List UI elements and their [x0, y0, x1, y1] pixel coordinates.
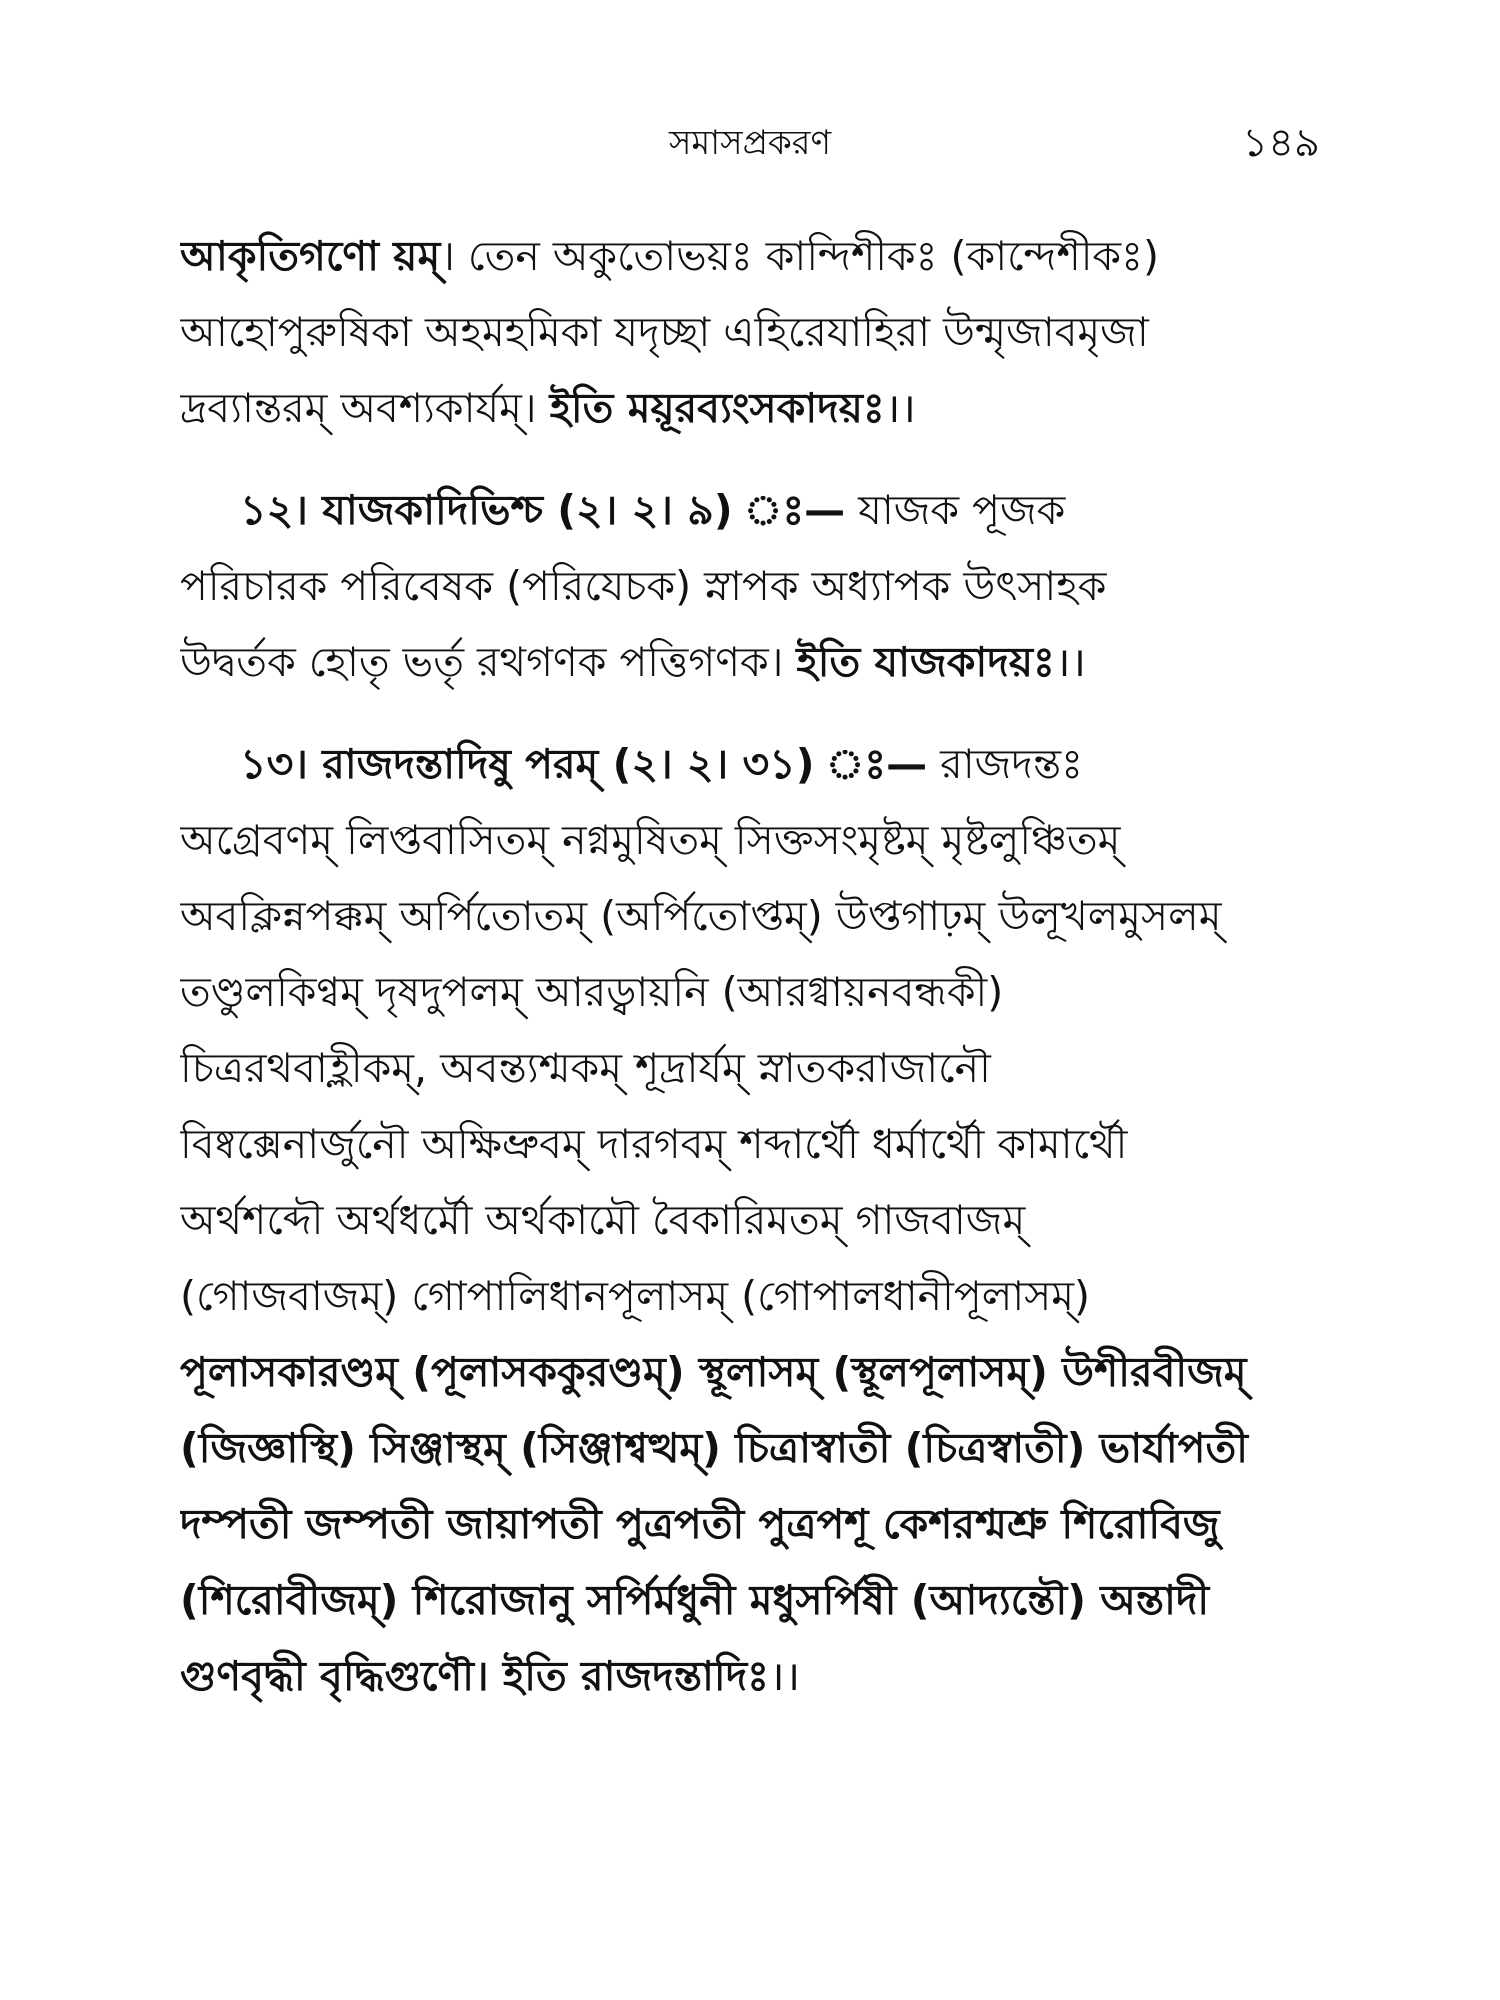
bold-phrase: গুণবৃদ্ধী বৃদ্ধিগুণৌ। [180, 1652, 489, 1700]
text-line: অগ্রেবণম্ লিপ্তবাসিতম্ নগ্নমুষিতম্ সিক্তসংমৃষ্টম্ মৃষ্টলুঞ্চিতম্ [180, 816, 1121, 864]
text-line: (শিরোবীজম্) শিরোজানু সর্পির্মধুনী মধুসর্পিষী (আদ্যন্তৌ) অন্তাদী [180, 1576, 1210, 1624]
text-line: অর্থশব্দৌ অর্থধর্মৌ অর্থকামৌ বৈকারিমতম্ গাজবাজম্ [180, 1196, 1026, 1244]
bold-phrase: আকৃতিগণো য়ম্ [180, 232, 441, 280]
line-text: । তেন অকুতোভয়ঃ কান্দিশীকঃ (কান্দেশীকঃ) [440, 232, 1159, 280]
page-body [180, 218, 1320, 1714]
text-line [180, 472, 1320, 548]
bold-phrase: ইতি যাজকাদয়ঃ [796, 638, 1055, 686]
line-text: ।। [884, 384, 916, 432]
header-title: সমাসপ্রকরণ [668, 123, 832, 163]
text-line [180, 726, 1320, 802]
text-line: অবক্লিন্নপক্কম্ অর্পিতোতম্ (অর্পিতোপ্তম্) উপ্তগাঢ়ম্ উলূখলমুসলম্ [180, 892, 1222, 940]
text-line [180, 218, 1320, 294]
text-line: আহোপুরুষিকা অহমহমিকা যদৃচ্ছা এহিরেযাহিরা উন্মৃজাবমৃজা [180, 308, 1149, 356]
sutra-heading: ১৩। রাজদন্তাদিষু পরম্ (২। ২। ৩১) ঃ— [240, 740, 928, 788]
paragraph-yajakadi [180, 472, 1320, 700]
text-line: (জিজ্ঞাস্থি) সিঞ্জাস্থম্ (সিঞ্জাশ্বত্থম্) চিত্রাস্বাতী (চিত্রস্বাতী) ভার্যাপতী [180, 1424, 1248, 1472]
paragraph-rajadantadi [180, 726, 1320, 1714]
text-line: তণ্ডুলকিণ্বম্ দৃষদুপলম্ আরড্বায়নি (আরগ্বায়নবন্ধকী) [180, 968, 1004, 1016]
line-text: ।। [1054, 638, 1086, 686]
text-line: চিত্ররথবাহ্লীকম্, অবন্ত্যশ্মকম্ শূদ্রার্যম্ স্নাতকরাজানৌ [180, 1044, 991, 1092]
bold-phrase: ইতি রাজদন্তাদিঃ [488, 1652, 769, 1700]
text-line: পূলাসকারণ্ডম্ (পূলাসককুরণ্ডম্) স্থূলাসম্ (স্থূলপূলাসম্) উশীরবীজম্ [180, 1348, 1247, 1396]
text-line [180, 624, 1320, 700]
line-text: ।। [769, 1652, 801, 1700]
text-line: দম্পতী জম্পতী জায়াপতী পুত্রপতী পুত্রপশূ কেশরশ্মশ্রু শিরোবিজু [180, 1500, 1220, 1548]
text-line [180, 1638, 1320, 1714]
text-line: পরিচারক পরিবেষক (পরিযেচক) স্নাপক অধ্যাপক উৎসাহক [180, 562, 1107, 610]
line-text: যাজক পূজক [845, 486, 1066, 534]
sutra-heading: ১২। যাজকাদিভিশ্চ (২। ২। ৯) ঃ— [240, 486, 846, 534]
line-text: উদ্বর্তক হোতৃ ভর্তৃ রথগণক পত্তিগণক। [180, 638, 784, 686]
line-text: রাজদন্তঃ [927, 740, 1083, 788]
page-number: ১৪৯ [1242, 120, 1320, 166]
running-header [180, 118, 1320, 168]
paragraph-mayuravyamsaka [180, 218, 1320, 446]
text-line [180, 370, 1320, 446]
text-line: বিষ্বক্সেনার্জুনৌ অক্ষিভ্রুবম্ দারগবম্ শব্দার্থৌ ধর্মার্থৌ কামার্থৌ [180, 1120, 1128, 1168]
line-text: দ্রব্যান্তরম্ অবশ্যকার্যম্। [180, 384, 537, 432]
text-line: (গোজবাজম্) গোপালিধানপূলাসম্ (গোপালধানীপূলাসম্) [180, 1272, 1090, 1320]
bold-phrase: ইতি ময়ূরব্যংসকাদয়ঃ [549, 384, 885, 432]
